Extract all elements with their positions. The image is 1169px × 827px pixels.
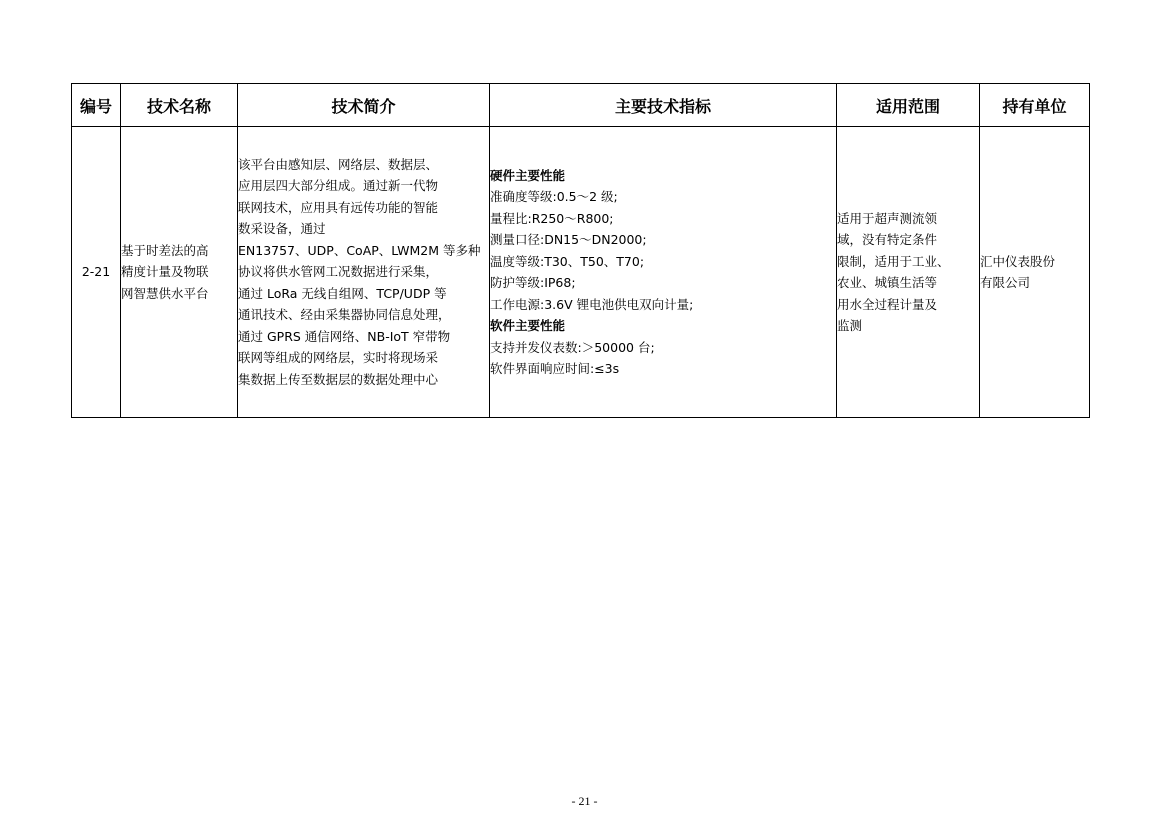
hardware-spec-line: 温度等级:T30、T50、T70; xyxy=(490,253,645,269)
intro-line: 该平台由感知层、网络层、数据层、 xyxy=(238,156,439,172)
scope-line: 农业、城镇生活等 xyxy=(837,275,938,290)
intro-line: 联网等组成的网络层，实时将现场采 xyxy=(238,350,439,366)
intro-line: EN13757、UDP、CoAP、LWM2M 等多种 xyxy=(238,242,481,258)
cell-tech-name xyxy=(121,127,238,418)
intro-line: 协议将供水管网工况数据进行采集， xyxy=(238,264,439,280)
table-header-row xyxy=(72,84,1090,127)
software-spec-line: 软件界面响应时间:≤3s xyxy=(490,361,620,376)
scope-line: 用水全过程计量及 xyxy=(837,296,938,312)
intro-line: 应用层四大部分组成。通过新一代物 xyxy=(238,178,439,194)
technology-table xyxy=(71,83,1090,418)
hardware-spec-line: 量程比:R250～R800; xyxy=(490,210,614,226)
hardware-spec-line: 测量口径:DN15～DN2000; xyxy=(490,232,647,247)
software-title: 软件主要性能 xyxy=(490,318,566,333)
scope-line: 域，没有特定条件 xyxy=(837,232,938,247)
intro-line: 数采设备，通过 xyxy=(238,221,326,237)
scope-line: 限制，适用于工业、 xyxy=(837,253,950,269)
hardware-spec-line: 准确度等级:0.5～2 级; xyxy=(490,189,618,204)
header-tech-intro: 技术简介 xyxy=(238,84,490,127)
header-main-indicators: 主要技术指标 xyxy=(490,84,837,127)
intro-line: 联网技术，应用具有远传功能的智能 xyxy=(238,199,439,215)
cell-main-indicators xyxy=(490,127,837,418)
cell-id: 2-21 xyxy=(72,127,121,418)
header-holder: 持有单位 xyxy=(980,84,1090,127)
intro-line: 通过 GPRS 通信网络、NB-IoT 窄带物 xyxy=(238,328,451,344)
holder-line: 有限公司 xyxy=(980,275,1031,290)
page-number: - 21 - xyxy=(571,794,598,808)
header-id: 编号 xyxy=(72,84,121,127)
header-tech-name: 技术名称 xyxy=(121,84,238,127)
hardware-title: 硬件主要性能 xyxy=(490,167,566,183)
intro-line: 通过 LoRa 无线自组网、TCP/UDP 等 xyxy=(238,285,447,301)
tech-name-line: 网智慧供水平台 xyxy=(121,285,209,301)
cell-tech-intro xyxy=(238,127,490,418)
intro-line: 集数据上传至数据层的数据处理中心 xyxy=(238,371,439,387)
hardware-spec-line: 防护等级:IP68; xyxy=(490,275,576,290)
scope-line: 适用于超声测流领 xyxy=(837,210,938,226)
holder-line: 汇中仪表股份 xyxy=(980,253,1056,269)
table-row xyxy=(72,127,1090,418)
software-spec-line: 支持并发仪表数:＞50000 台; xyxy=(490,339,655,355)
tech-name-line: 精度计量及物联 xyxy=(121,264,209,280)
cell-holder xyxy=(980,127,1090,418)
scope-line: 监测 xyxy=(837,318,863,333)
hardware-spec-line: 工作电源:3.6V 锂电池供电双向计量; xyxy=(490,296,694,312)
cell-scope xyxy=(837,127,980,418)
intro-line: 通讯技术、经由采集器协同信息处理， xyxy=(238,307,451,323)
tech-name-line: 基于时差法的高 xyxy=(121,242,209,258)
header-scope: 适用范围 xyxy=(837,84,980,127)
